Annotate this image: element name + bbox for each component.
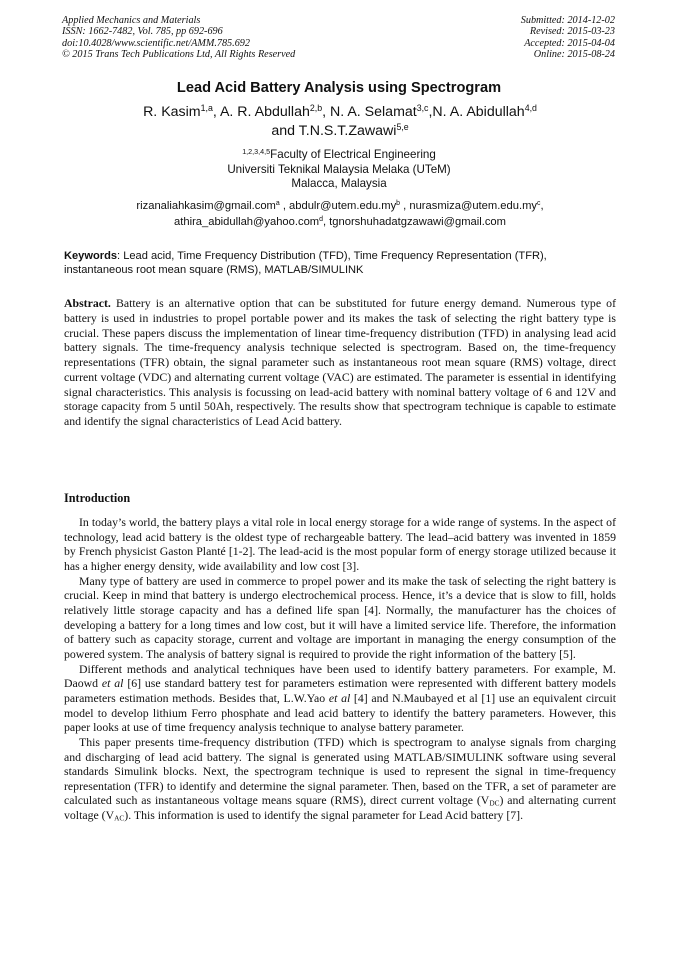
abstract-text: Battery is an alternative option that can be substituted for future energy demand. Numerous type of battery is used in industries to propel portable power and its makes the task of selecting the right battery type is crucial. These papers discuss the implementation of linear time-frequency distribution (TFD) in analysing lead acid battery signals. The time-frequency analysis technique selected is spectrogram. Based on, the time-frequency representations (TFR) obtain, the signal parameter such as instantaneous root mean square (RMS) voltage, direct current voltage (VDC) and alternating current voltage (VAC) are estimated. The parameter is essential in identifying signal characteristics. This analysis is focussing on lead-acid battery with nominal battery voltage of 6 and 12V and storage capacity from 5 until 50Ah, respectively. The results show that spectrogram technique is capable to estimate and identify the signal characteristics of Lead Acid battery. bbox=[64, 296, 616, 428]
email-separator: , bbox=[540, 200, 544, 212]
journal-header bbox=[62, 15, 295, 60]
email-address: athira_abidullah@yahoo.com bbox=[174, 215, 320, 228]
author-affiliation-mark: 3,c bbox=[416, 103, 429, 114]
affiliation-mark: 1,2,3,4,5 bbox=[242, 147, 271, 157]
paragraph-text: Different methods and analytical techniques have been used to identify battery parameters. For example, M. Daowd bbox=[64, 661, 616, 691]
email-address: , nurasmiza@utem.edu.my bbox=[400, 200, 537, 212]
introduction-body bbox=[64, 515, 616, 823]
author-affiliation-mark: 4,d bbox=[524, 103, 537, 114]
section-heading-introduction: Introduction bbox=[64, 491, 131, 505]
keywords-text: : Lead acid, Time Frequency Distribution (TFD), Time Frequency Representation (TFR), instantaneous root mean square (RMS), MATLAB/SIMULINK bbox=[64, 250, 547, 276]
email-mark: d bbox=[319, 215, 323, 223]
author-name: ,N. A. Abidullah bbox=[428, 104, 525, 120]
author-list bbox=[60, 103, 620, 141]
email-mark: b bbox=[396, 200, 401, 208]
author-name: , A. R. Abdullah bbox=[212, 104, 310, 120]
faculty-line bbox=[0, 148, 678, 163]
paragraph bbox=[64, 735, 616, 823]
paragraph bbox=[64, 662, 616, 735]
email-address: , abdulr@utem.edu.my bbox=[279, 200, 397, 212]
email-mark: c bbox=[537, 200, 541, 208]
dates-header bbox=[521, 15, 615, 60]
author-name: , N. A. Selamat bbox=[322, 104, 417, 120]
paper-title: Lead Acid Battery Analysis using Spectrogram bbox=[176, 80, 502, 96]
author-affiliation-mark: 5,e bbox=[396, 122, 409, 133]
keywords bbox=[64, 249, 616, 277]
email-address: , tgnorshuhadatgzawawi@gmail.com bbox=[322, 215, 506, 228]
email-address: rizanaliahkasim@gmail.com bbox=[136, 200, 276, 212]
paragraph-text: [4] and N.Maubayed et al [1] use an equivalent circuit model to develop lithium Ferro phosphate and lead acid battery to identify the battery parameters. However, this paper looks at use of time frequency analysis technique to analyse battery parameter. bbox=[64, 690, 617, 735]
paragraph-text: ) and alternating current voltage (V bbox=[64, 793, 616, 823]
paragraph-text: This paper presents time-frequency distribution (TFD) which is spectrogram to analyse signals from charging and discharging of lead acid battery. The signal is generated using MATLAB/SIMULINK software using several standards Simulink blocks. Next, the spectrogram technique is used to represent the signal in time-frequency representation (TFR) to identify and determine the signal parameter. Then, based on the TFR, a set of parameter are calculated such as instantaneous voltage means square (RMS), direct current voltage (V bbox=[64, 734, 616, 808]
issn-line: ISSN: 1662-7482, Vol. 785, pp 692-696 bbox=[62, 26, 223, 38]
paragraph-text: ). This information is used to identify the signal parameter for Lead Acid battery [7]. bbox=[124, 808, 524, 823]
author-emails bbox=[70, 199, 610, 230]
author-affiliation-mark: 2,b bbox=[309, 103, 323, 114]
paragraph: In today’s world, the battery plays a vital role in local energy storage for a wide range of systems. In the aspect of technology, lead acid battery is the oldest type of rechargeable battery. The lead–acid battery was invented in 1859 by French physicist Gaston Planté [1-2]. The lead-acid is the most popular form of energy storage utilized because it has a higher energy density, wide availability and low cost [3]. bbox=[64, 515, 616, 573]
paragraph-text: [6] use standard battery test for parameters estimation were represented with different battery models parameters estimation methods. Besides that, L.W.Yao bbox=[64, 676, 617, 705]
subscript: AC bbox=[114, 813, 125, 823]
abstract-label: Abstract. bbox=[64, 296, 111, 310]
author-affiliation-mark: 1,a bbox=[200, 103, 213, 114]
copyright-line: © 2015 Trans Tech Publications Ltd, All Rights Reserved bbox=[62, 48, 296, 60]
online-date: Online: 2015-08-24 bbox=[533, 48, 615, 60]
journal-name: Applied Mechanics and Materials bbox=[62, 15, 201, 26]
author-name: R. Kasim bbox=[143, 104, 201, 120]
doi-line: doi:10.4028/www.scientific.net/AMM.785.692 bbox=[62, 37, 250, 49]
paragraph: Many type of battery are used in commerce to propel power and its make the task of selecting the right battery is crucial. Keep in mind that battery is undergo electrochemical process. Hence, it’s a device that is slow to fill, holds relatively little storage capacity and has a defined life span [4]. Normally, the manufacturer has the choices of developing a battery for a long times and low cost, but it will have a limited service life. Therefore, the information of battery such as capacity storage, current and voltage are important in managing the energy consumption of the powered system. The analysis of battery signal is required to provide the right information of the battery [5]. bbox=[64, 573, 616, 661]
university-name: Universiti Teknikal Malaysia Melaka (UTeM) bbox=[227, 162, 451, 176]
city-name: Malacca, Malaysia bbox=[291, 177, 387, 191]
email-mark: a bbox=[275, 200, 280, 208]
accepted-date: Accepted: 2015-04-04 bbox=[524, 37, 615, 49]
et-al: et al bbox=[328, 690, 351, 705]
keywords-label: Keywords bbox=[64, 250, 118, 262]
author-name: and T.N.S.T.Zawawi bbox=[271, 123, 397, 139]
revised-date: Revised: 2015-03-23 bbox=[529, 26, 615, 38]
affiliation bbox=[0, 148, 678, 192]
submitted-date: Submitted: 2014-12-02 bbox=[520, 15, 615, 26]
et-al: et al bbox=[101, 676, 124, 691]
subscript: DC bbox=[489, 799, 500, 809]
faculty-name: Faculty of Electrical Engineering bbox=[270, 148, 436, 161]
abstract bbox=[64, 296, 616, 429]
